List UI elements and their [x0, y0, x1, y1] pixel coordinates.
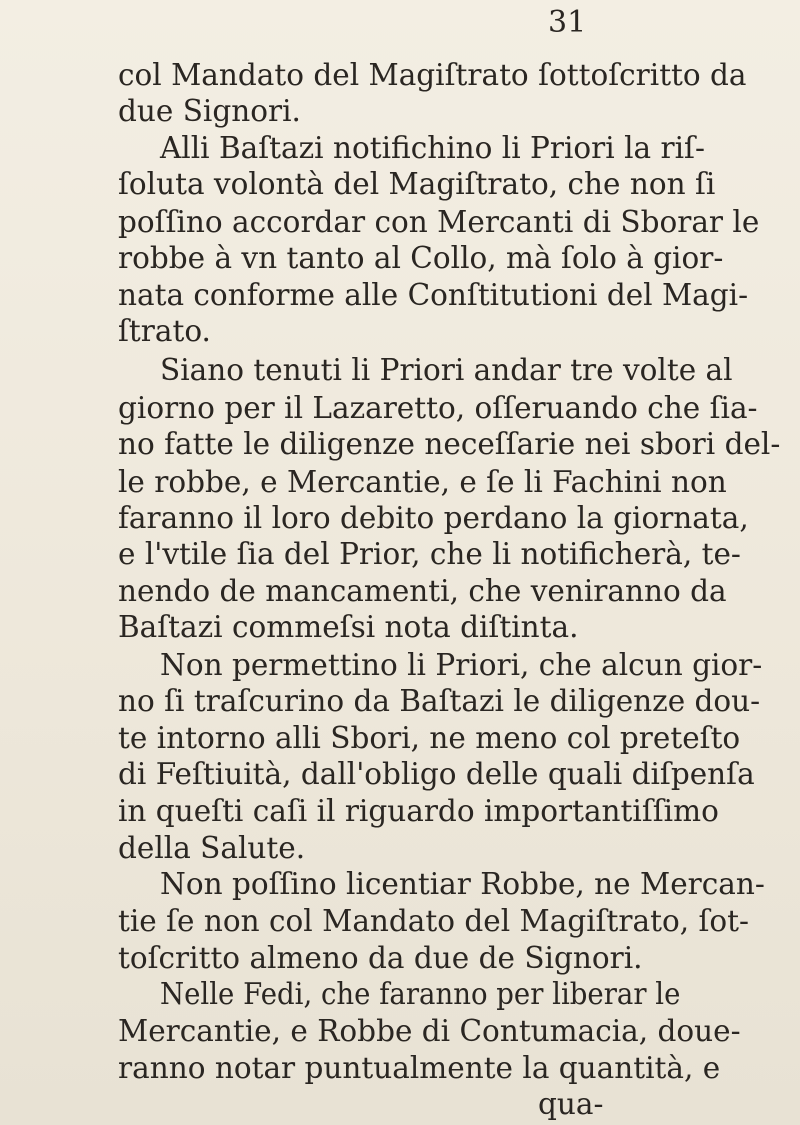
text-line: Nelle Fedi, che faranno per liberar le [160, 977, 681, 1011]
text-line: no fatte le diligenze neceſſarie nei sbori del- [118, 427, 781, 461]
text-line: nendo de mancamenti, che veniranno da [118, 574, 727, 608]
text-line: giorno per il Lazaretto, oſſeruando che ſia- [118, 391, 758, 425]
text-line: Mercantie, e Robbe di Contumacia, doue- [118, 1014, 741, 1048]
text-line: Siano tenuti li Priori andar tre volte al [160, 353, 733, 387]
text-line: qua- [538, 1087, 604, 1121]
text-line: due Signori. [118, 94, 301, 128]
text-line: poſſino accordar con Mercanti di Sborar le [118, 205, 760, 239]
main-text [0, 52, 800, 1125]
page-number: 31 [548, 5, 587, 40]
text-line: faranno il loro debito perdano la giornata, [118, 501, 749, 535]
text-line: tie ſe non col Mandato del Magiſtrato, ſot- [118, 904, 749, 938]
text-line: Non permettino li Priori, che alcun gior- [160, 648, 763, 682]
text-line: Baſtazi commeſsi nota diſtinta. [118, 610, 579, 644]
text-line: le robbe, e Mercantie, e ſe li Fachini non [118, 465, 727, 499]
text-line: te intorno alli Sbori, ne meno col preteſto [118, 721, 741, 755]
text-line: e l'vtile ſia del Prior, che li notificherà, te- [118, 537, 741, 571]
text-line: no ſi traſcurino da Baſtazi le diligenze dou- [118, 684, 761, 718]
text-line: in queſti caſi il riguardo importantiſſimo [118, 794, 719, 828]
text-line: ſtrato. [118, 314, 211, 348]
text-line: della Salute. [118, 831, 306, 865]
text-line: ſoluta volontà del Magiſtrato, che non ſi [118, 167, 716, 201]
text-line: Non poſſino licentiar Robbe, ne Mercan- [160, 867, 765, 901]
text-line: ranno notar puntualmente la quantità, e [118, 1051, 721, 1085]
text-line: robbe à vn tanto al Collo, mà ſolo à gior- [118, 241, 724, 275]
text-line: toſcritto almeno da due de Signori. [118, 941, 643, 975]
text-line: Alli Baſtazi notifichino li Priori la riſ- [160, 131, 705, 165]
text-line: col Mandato del Magiſtrato ſottoſcritto da [118, 58, 747, 92]
text-line: nata conforme alle Conſtitutioni del Magi- [118, 278, 749, 312]
text-line: di Feſtiuità, dall'obligo delle quali diſpenſa [118, 757, 755, 791]
